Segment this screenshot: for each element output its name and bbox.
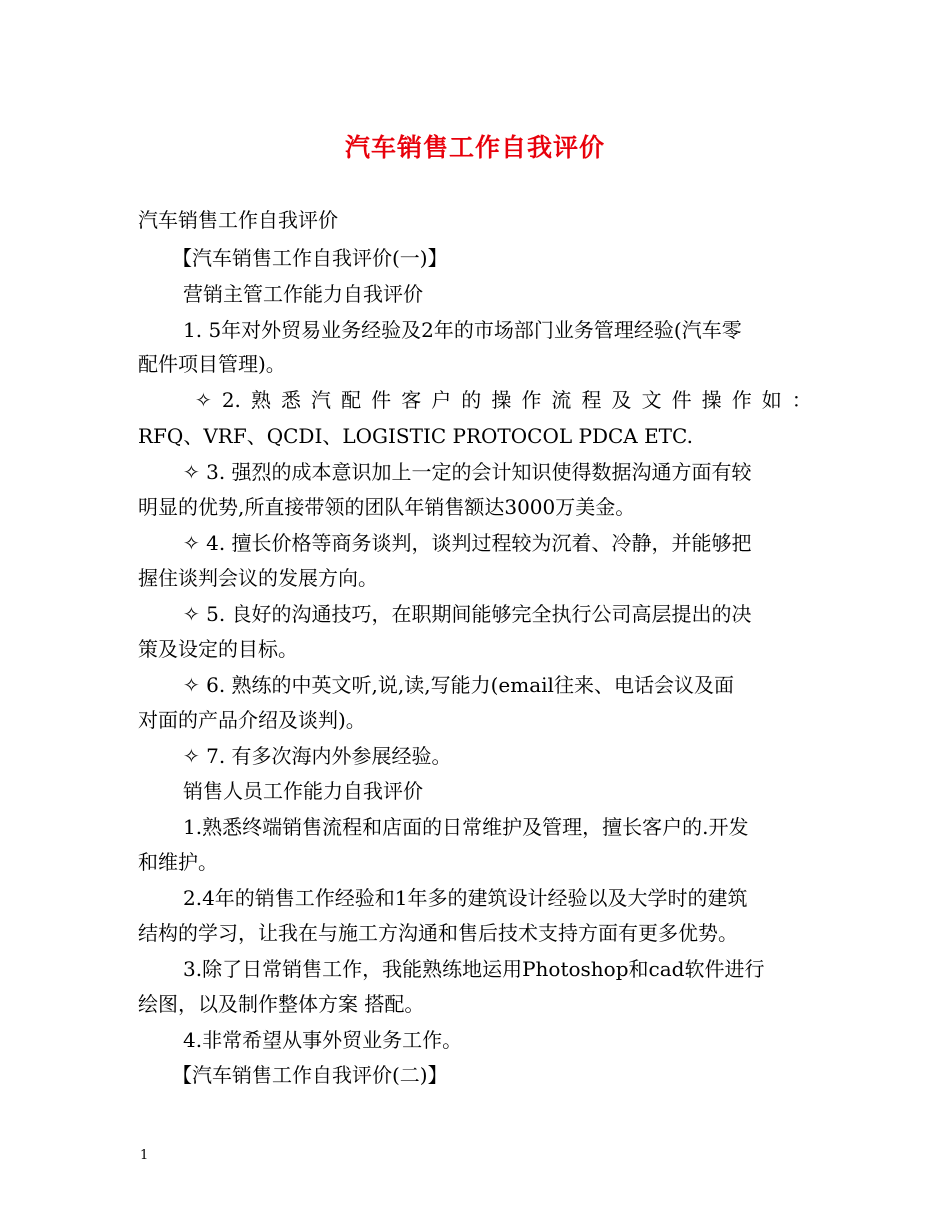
paragraph-line: 1.熟悉终端销售流程和店面的日常维护及管理，擅长客户的.开发 xyxy=(183,815,749,839)
paragraph-line: RFQ、VRF、QCDI、LOGISTIC PROTOCOL PDCA ETC. xyxy=(138,424,693,448)
paragraph-line: 1. 5年对外贸易业务经验及2年的市场部门业务管理经验(汽车零 xyxy=(183,318,742,342)
paragraph-line: 策及设定的目标。 xyxy=(138,637,298,661)
text-char: 作 xyxy=(731,388,752,412)
text-char: 作 xyxy=(521,388,542,412)
text-char: 件 xyxy=(371,388,392,412)
text-char: 件 xyxy=(671,388,692,412)
text-char: 客 xyxy=(401,388,422,412)
paragraph-line: 明显的优势,所直接带领的团队年销售额达3000万美金。 xyxy=(138,495,636,519)
bullet-line: ✧ 5. 良好的沟通技巧，在职期间能够完全执行公司高层提出的决 xyxy=(183,602,752,626)
text-char: 的 xyxy=(461,388,482,412)
paragraph-line: 3.除了日常销售工作，我能熟练地运用Photoshop和cad软件进行 xyxy=(183,957,765,981)
page-number: 1 xyxy=(140,1148,149,1163)
paragraph-line: 结构的学习，让我在与施工方沟通和售后技术支持方面有更多优势。 xyxy=(138,921,738,945)
text-char: 流 xyxy=(551,388,572,412)
list-number: 2. xyxy=(221,388,241,412)
text-char: 文 xyxy=(641,388,662,412)
bullet-line: ✧ 3. 强烈的成本意识加上一定的会计知识使得数据沟通方面有较 xyxy=(183,460,752,484)
subsection-heading-manager: 营销主管工作能力自我评价 xyxy=(183,282,423,306)
text-char: ： xyxy=(791,388,812,412)
text-char: 汽 xyxy=(311,388,332,412)
text-char: 悉 xyxy=(281,388,301,412)
diamond-bullet-icon: ✧ xyxy=(195,388,212,412)
bullet-line: ✧ 6. 熟练的中英文听,说,读,写能力(email往来、电话会议及面 xyxy=(183,673,734,697)
text-char: 操 xyxy=(701,388,722,412)
paragraph-line: 4.非常希望从事外贸业务工作。 xyxy=(183,1028,463,1052)
paragraph-line: 握住谈判会议的发展方向。 xyxy=(138,566,378,590)
section-heading-2: 【汽车销售工作自我评价(二)】 xyxy=(172,1063,448,1087)
justified-paragraph-line xyxy=(195,386,812,414)
paragraph-line: 对面的产品介绍及谈判)。 xyxy=(138,708,366,732)
text-char: 配 xyxy=(341,388,362,412)
paragraph-line: 2.4年的销售工作经验和1年多的建筑设计经验以及大学时的建筑 xyxy=(183,886,748,910)
text-char: 如 xyxy=(761,388,782,412)
text-char: 熟 xyxy=(250,388,271,412)
page-title: 汽车销售工作自我评价 xyxy=(344,133,605,162)
section-heading-1: 【汽车销售工作自我评价(一)】 xyxy=(172,246,448,270)
paragraph-line: 和维护。 xyxy=(138,850,218,874)
intro-heading: 汽车销售工作自我评价 xyxy=(138,208,338,232)
bullet-line: ✧ 7. 有多次海内外参展经验。 xyxy=(183,744,452,768)
text-char: 程 xyxy=(581,388,602,412)
text-char: 及 xyxy=(611,388,632,412)
paragraph-line: 配件项目管理)。 xyxy=(138,352,286,376)
paragraph-line: 绘图，以及制作整体方案 搭配。 xyxy=(138,992,425,1016)
text-char: 户 xyxy=(431,388,452,412)
text-char: 操 xyxy=(491,388,512,412)
bullet-line: ✧ 4. 擅长价格等商务谈判，谈判过程较为沉着、冷静，并能够把 xyxy=(183,531,752,555)
subsection-heading-sales: 销售人员工作能力自我评价 xyxy=(183,779,423,803)
